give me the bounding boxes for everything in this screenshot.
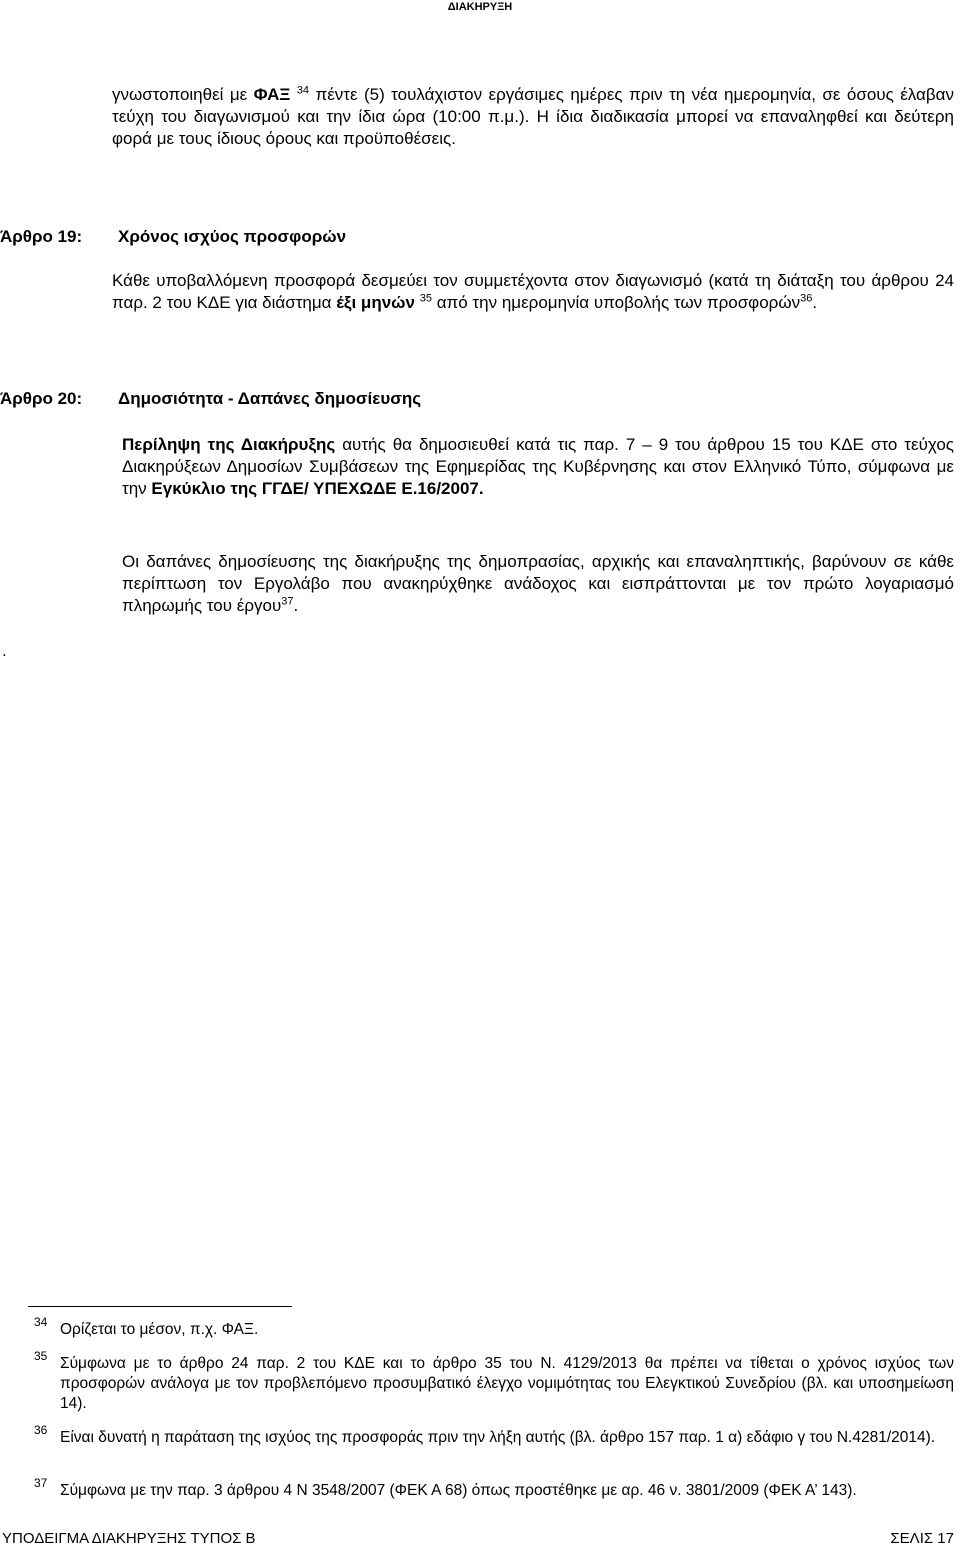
- article-19-bold: έξι μηνών: [336, 293, 415, 312]
- page-header: ΔΙΑΚΗΡΥΞΗ: [447, 1, 513, 13]
- article-19-text-b: από την ημερομηνία υποβολής των προσφορών: [431, 293, 801, 312]
- article-20-title: Δημοσιότητα - Δαπάνες δημοσίευσης: [118, 389, 422, 408]
- article-20-p1-bold2: Εγκύκλιο της ΓΓΔΕ/ ΥΠΕΧΩΔΕ Ε.16/2007.: [151, 479, 484, 498]
- footnote-36-text: Είναι δυνατή η παράταση της ισχύος της προσφοράς πριν την λήξη αυτής (βλ. άρθρο 157 παρ. 1 α) εδάφιο γ του Ν.4281/2014).: [60, 1429, 936, 1446]
- article-19-label: Άρθρο 19:: [0, 227, 83, 246]
- intro-text-a: γνωστοποιηθεί με: [112, 85, 248, 104]
- article-20-p2-end: .: [293, 596, 299, 615]
- article-19-text-a: Κάθε υποβαλλόμενη προσφορά δεσμεύει τον συμμετέχοντα στον διαγωνισμό (κατά τη διάταξη του άρθρου 24 παρ. 2 του ΚΔΕ για διάστημα: [112, 271, 954, 312]
- footer-page-number: ΣΕΛΙΣ 17: [890, 1530, 954, 1547]
- footnote-35-number: 35: [34, 1349, 48, 1363]
- article-19-text: [112, 270, 954, 314]
- footnote-34-text: Ορίζεται το μέσον, π.χ. ΦΑΞ.: [60, 1321, 259, 1338]
- footnote-36-number: 36: [34, 1423, 48, 1437]
- article-19-text-c: .: [812, 293, 818, 312]
- article-19-title: Χρόνος ισχύος προσφορών: [118, 227, 347, 246]
- article-20-p1-bold: Περίληψη της Διακήρυξης: [122, 435, 336, 454]
- stray-dot: .: [2, 641, 7, 660]
- footer-left: ΥΠΟΔΕΙΓΜΑ ΔΙΑΚΗΡΥΞΗΣ ΤΥΠΟΣ Β: [2, 1530, 256, 1547]
- footnote-separator: [28, 1306, 292, 1307]
- footnote-37-number: 37: [34, 1476, 48, 1490]
- intro-fae: ΦΑΞ: [253, 85, 291, 104]
- footnote-ref-35: 35: [419, 292, 432, 305]
- footnote-37-text: Σύμφωνα με την παρ. 3 άρθρου 4 Ν 3548/2007 (ΦΕΚ Α 68) όπως προστέθηκε με αρ. 46 ν. 3801/2009 (ΦΕΚ Α’ 143).: [60, 1482, 857, 1499]
- article-19-heading: [0, 226, 347, 248]
- footnote-ref-37: 37: [281, 595, 294, 608]
- article-20-heading: [0, 388, 422, 410]
- article-20-label: Άρθρο 20:: [0, 389, 83, 408]
- footnote-ref-34: 34: [296, 84, 310, 97]
- intro-text-b: πέντε (5) τουλάχιστον εργάσιμες ημέρες πριν τη νέα ημερομηνία, σε όσους έλαβαν τεύχη του διαγωνισμού και την ίδια ώρα (10:00 π.μ.). Η ίδια διαδικασία μπορεί να επαναληφθεί και δεύτερη φορά με τους ίδιους όρους και προϋποθέσεις.: [112, 85, 954, 148]
- article-20-paragraph-2: [122, 551, 954, 617]
- footnote-ref-36: 36: [800, 292, 813, 305]
- article-20-p2-text: Οι δαπάνες δημοσίευσης της διακήρυξης της δημοπρασίας, αρχικής και επαναληπτικής, βαρύνουν σε κάθε περίπτωση τον Εργολάβο που ανακηρύχθηκε ανάδοχος και εισπράττονται με τον πρώτο λογαριασμό πληρωμής του έργου: [122, 552, 954, 615]
- footnote-34-number: 34: [34, 1315, 48, 1329]
- article-20-paragraph-1: [122, 434, 954, 500]
- article-20-p1-text: αυτής θα δημοσιευθεί κατά τις παρ. 7 – 9 του άρθρου 15 του ΚΔΕ στο τεύχος Διακηρύξεων Δημοσίων Συμβάσεων της Εφημερίδας της Κυβέρνησης και στον Ελληνικό Τύπο, σύμφωνα με την: [122, 435, 954, 498]
- footnote-35-text: Σύμφωνα με το άρθρο 24 παρ. 2 του ΚΔΕ και το άρθρο 35 του Ν. 4129/2013 θα πρέπει να τίθεται ο χρόνος ισχύος των προσφορών ανάλογα με τον προβλεπόμενο προσυμβατικό έλεγχο νομιμότητας του Ελεγκτικού Συνεδρίου (βλ. και υποσημείωση 14).: [60, 1355, 954, 1412]
- intro-paragraph: [112, 84, 954, 150]
